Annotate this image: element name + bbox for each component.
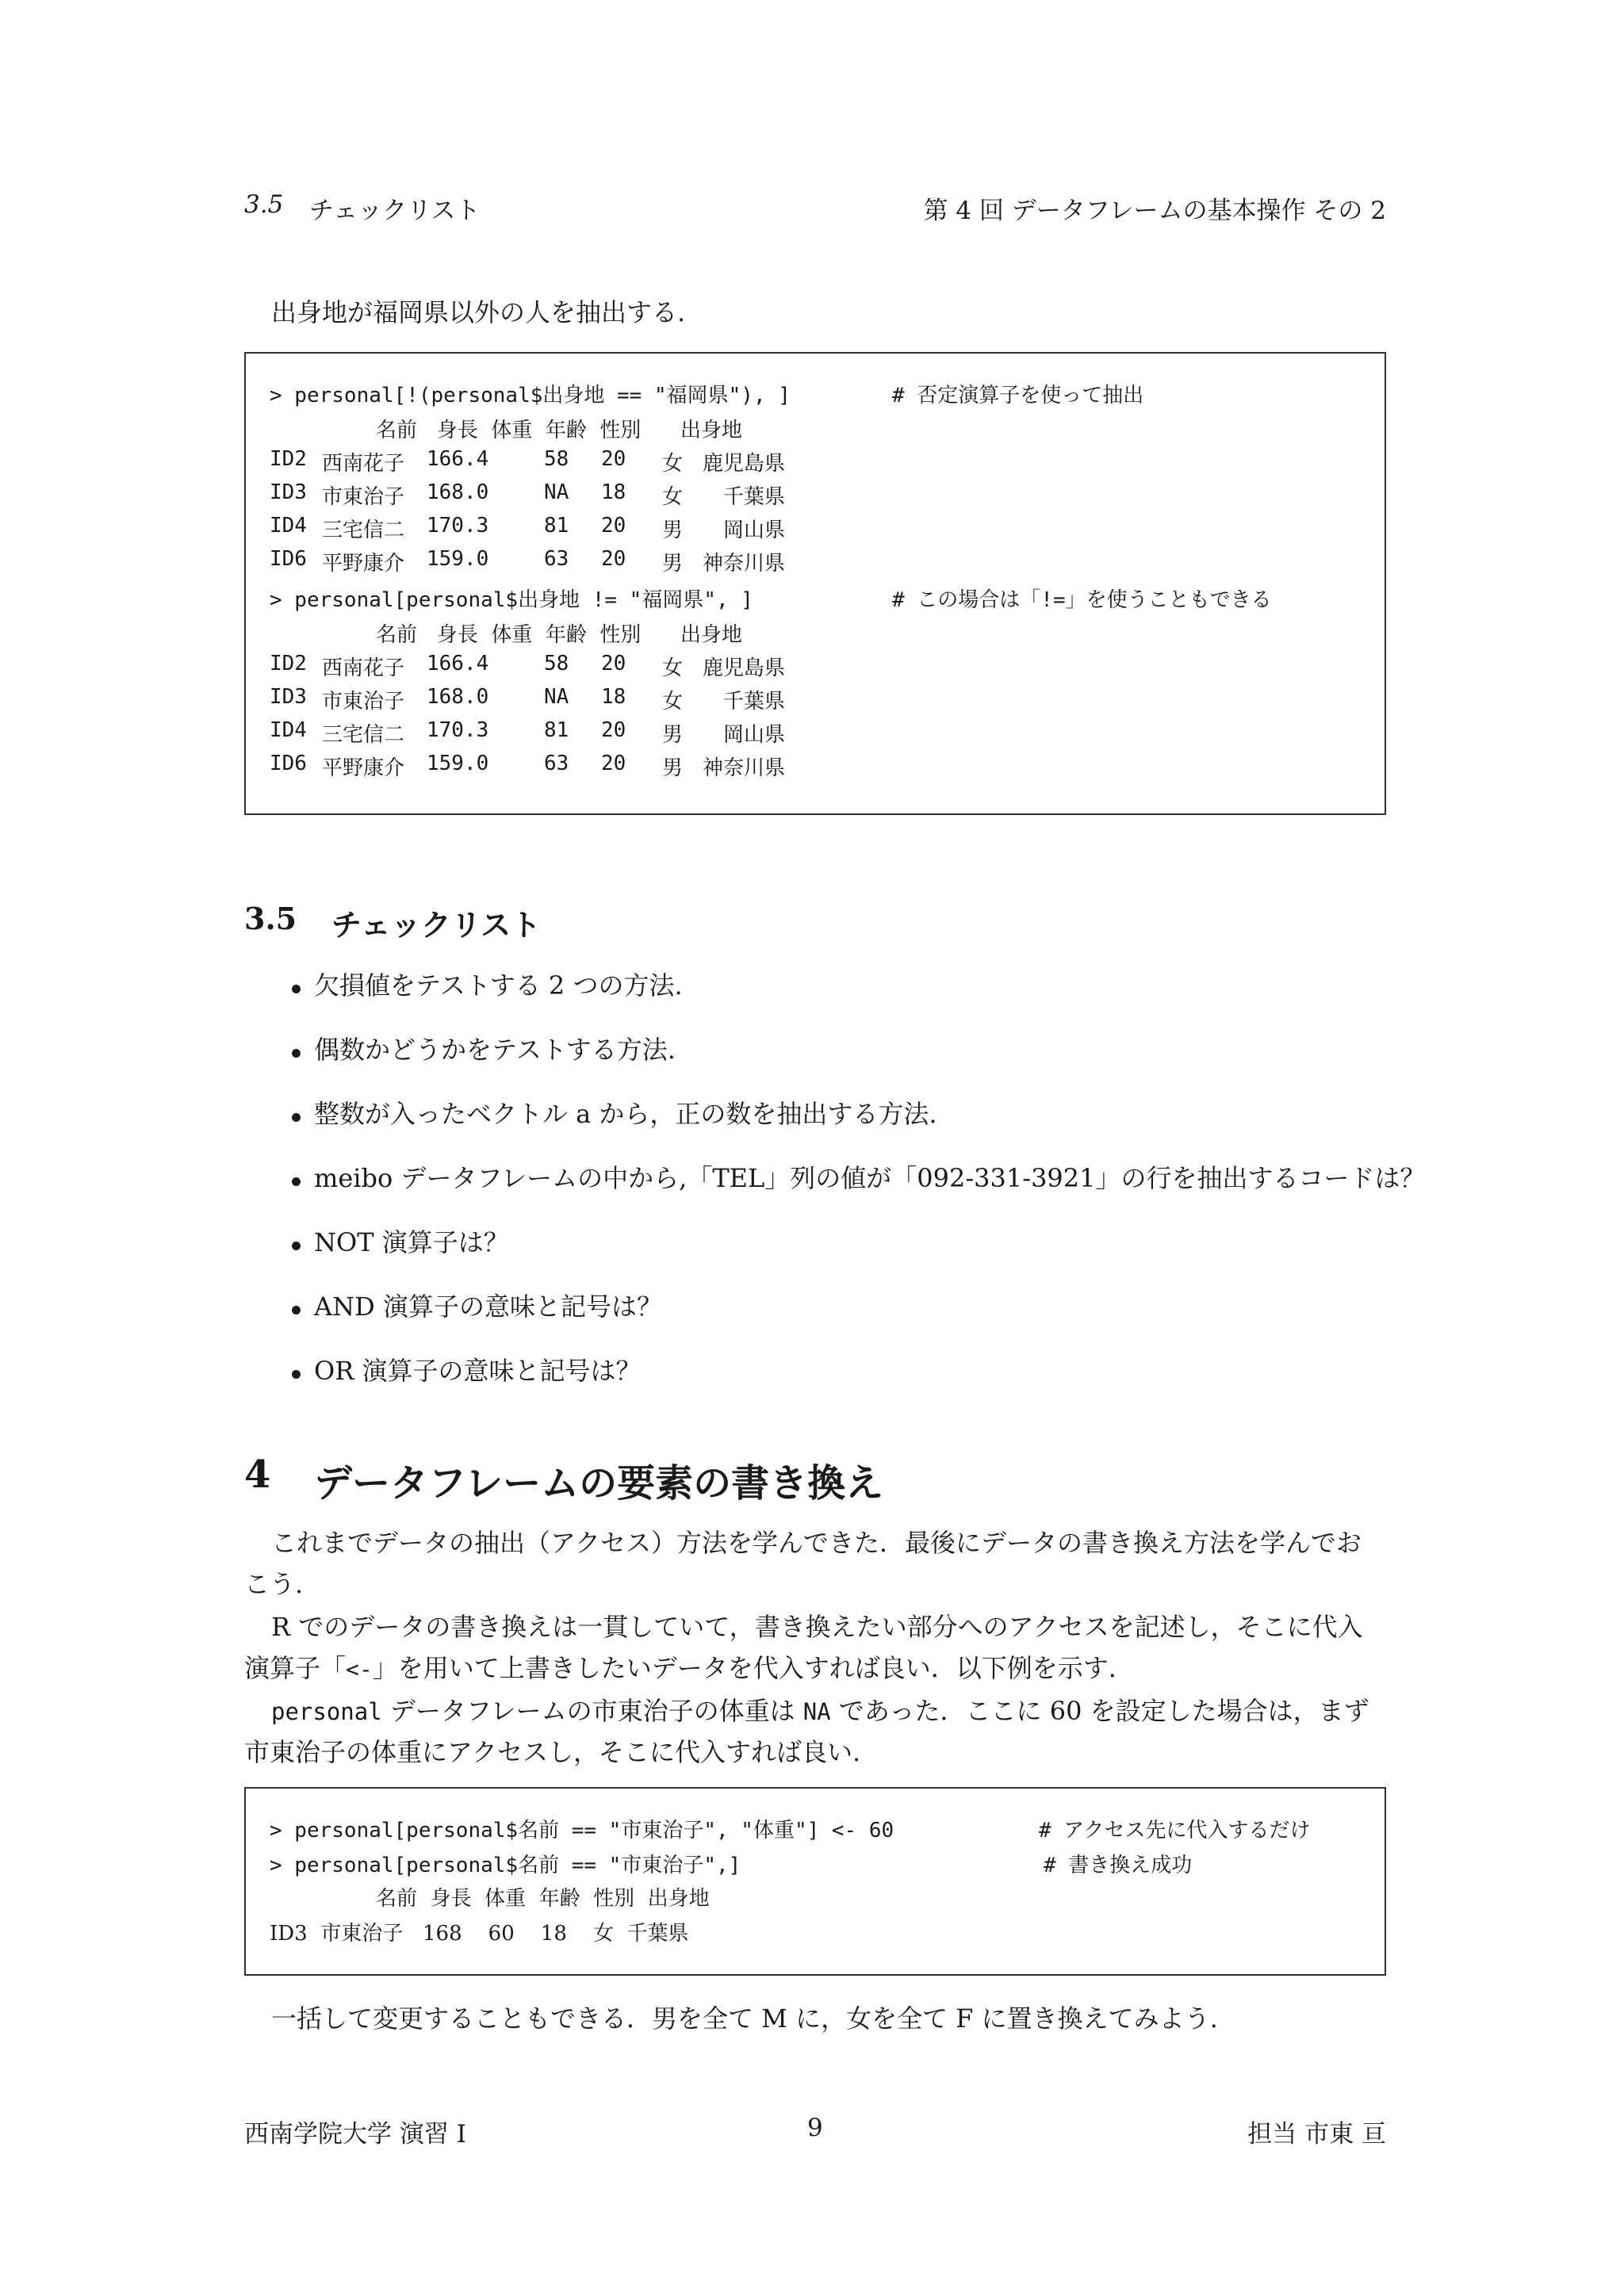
inline-code: <- (346, 1656, 373, 1682)
footer-left: 西南学院大学 演習 I (244, 2120, 466, 2149)
cell-age: 20 (601, 514, 626, 538)
cell-place: 神奈川県 (703, 756, 786, 780)
cell-id: ID4 (270, 514, 307, 538)
cell-sex: 女 (662, 485, 684, 509)
cell-id: ID6 (270, 752, 307, 775)
cell-age: 20 (601, 652, 626, 675)
cell-age: 18 (601, 685, 626, 709)
cell-age: 20 (601, 447, 626, 471)
section-title: チェックリスト (331, 907, 542, 943)
bullet-icon (292, 985, 301, 993)
cell-id: ID6 (270, 547, 307, 571)
cell-weight: 81 (544, 514, 569, 538)
code-comment-assign: # アクセス先に代入するだけ (1039, 1819, 1311, 1843)
table-header: 名前 身長 体重 年齢 性別 出身地 (376, 1887, 710, 1911)
cell-name: 西南花子 (322, 656, 405, 680)
cell-place: 鹿児島県 (703, 452, 786, 476)
code-comment-check: # 書き換え成功 (1044, 1854, 1193, 1877)
checklist-item: meibo データフレームの中から,「TEL」列の値が「092-331-3921」の行を抽出するコードは？ (314, 1163, 1426, 1193)
cell-height: 170.3 (427, 718, 489, 742)
cell-age: 20 (601, 547, 626, 571)
cell-weight: NA (544, 685, 569, 709)
cell-id: ID3 (270, 685, 307, 709)
cell-place: 千葉県 (723, 690, 786, 714)
cell-height: 168.0 (427, 480, 489, 504)
code-block-filter (244, 352, 1386, 815)
cell-id: ID4 (270, 718, 307, 742)
bullet-icon (292, 1049, 301, 1058)
cell-sex: 女 (662, 690, 684, 714)
cell-height: 159.0 (427, 752, 489, 775)
code-comment-negation: # 否定演算子を使って抽出 (892, 384, 1144, 408)
cell-name: 三宅信二 (322, 519, 405, 542)
code-command-check: > personal[personal$名前 == "市東治子",] (270, 1854, 741, 1877)
bullet-icon (292, 1113, 301, 1122)
code-command-not-equal: > personal[personal$出身地 != "福岡県", ] (270, 588, 753, 612)
paragraph-line: こう. (244, 1569, 304, 1599)
text-fragment: 」を用いて上書きしたいデータを代入すれば良い．以下例を示す. (372, 1653, 1116, 1683)
cell-weight: 58 (544, 447, 569, 471)
cell-sex: 女 (662, 656, 684, 680)
cell-height: 168.0 (427, 685, 489, 709)
checklist-item: 偶数かどうかをテストする方法. (314, 1035, 676, 1065)
section-number: 3.5 (244, 901, 297, 936)
running-header-chapter-title: 第 4 回 データフレームの基本操作 その 2 (923, 197, 1386, 225)
footer-right: 担当 市東 亘 (1247, 2120, 1386, 2149)
cell-name: 平野康介 (322, 756, 405, 780)
checklist-item: 整数が入ったベクトル a から，正の数を抽出する方法. (314, 1099, 937, 1129)
code-command-assign: > personal[personal$名前 == "市東治子", "体重"] <- 60 (270, 1819, 894, 1843)
cell-weight: 63 (544, 752, 569, 775)
cell-place: 岡山県 (723, 519, 786, 542)
paragraph-line: 市東治子の体重にアクセスし，そこに代入すれば良い. (244, 1737, 861, 1767)
bullet-icon (292, 1242, 301, 1250)
text-fragment: 演算子「 (244, 1653, 347, 1683)
code-command-negation: > personal[!(personal$出身地 == "福岡県"), ] (270, 384, 791, 408)
cell-sex: 男 (662, 552, 684, 576)
cell-age: 18 (601, 480, 626, 504)
cell-age: 20 (601, 718, 626, 742)
cell-name: 市東治子 (322, 690, 405, 714)
cell-height: 159.0 (427, 547, 489, 571)
paragraph-line: 一括して変更することもできる．男を全て M に，女を全て F に置き換えてみよう. (271, 2003, 1218, 2034)
cell-place: 千葉県 (723, 485, 786, 509)
checklist-item: OR 演算子の意味と記号は？ (314, 1356, 642, 1386)
cell-name: 市東治子 (322, 485, 405, 509)
cell-height: 166.4 (427, 447, 489, 471)
cell-id: ID2 (270, 447, 307, 471)
cell-place: 岡山県 (723, 723, 786, 747)
cell-weight: 58 (544, 652, 569, 675)
cell-sex: 男 (662, 756, 684, 780)
text-fragment: データフレームの市東治子の体重は (381, 1696, 803, 1726)
code-block-assign (244, 1787, 1386, 1976)
paragraph-line (244, 1647, 1116, 1690)
inline-code: personal (271, 1698, 382, 1725)
checklist-item: 欠損値をテストする 2 つの方法. (314, 970, 683, 1001)
table-row-text: ID3 市東治子 168 60 18 女 千葉県 (270, 1922, 689, 1946)
checklist-item: NOT 演算子は？ (314, 1227, 509, 1257)
cell-weight: 81 (544, 718, 569, 742)
text-fragment: であった．ここに 60 を設定した場合は，まず (830, 1696, 1369, 1726)
cell-name: 西南花子 (322, 452, 405, 476)
intro-text: 出身地が福岡県以外の人を抽出する. (271, 297, 686, 327)
section-title: データフレームの要素の書き換え (314, 1461, 884, 1506)
cell-place: 鹿児島県 (703, 656, 786, 680)
cell-name: 平野康介 (322, 552, 405, 576)
bullet-icon (292, 1306, 301, 1314)
code-comment-not-equal: # この場合は「!=」を使うこともできる (892, 588, 1272, 612)
table-header: 名前 身長 体重 年齢 性別 出身地 (376, 623, 742, 647)
page-number: 9 (807, 2114, 823, 2142)
cell-weight: NA (544, 480, 569, 504)
paragraph-line: これまでデータの抽出（アクセス）方法を学んできた．最後にデータの書き換え方法を学んでお (271, 1528, 1362, 1558)
paragraph-line: R でのデータの書き換えは一貫していて，書き換えたい部分へのアクセスを記述し，そこに代入 (271, 1612, 1363, 1642)
cell-sex: 男 (662, 723, 684, 747)
cell-id: ID2 (270, 652, 307, 675)
cell-name: 三宅信二 (322, 723, 405, 747)
bullet-icon (292, 1370, 301, 1379)
cell-weight: 63 (544, 547, 569, 571)
cell-sex: 女 (662, 452, 684, 476)
table-header: 名前 身長 体重 年齢 性別 出身地 (376, 419, 742, 442)
cell-place: 神奈川県 (703, 552, 786, 576)
running-header-section-title: チェックリスト (309, 197, 481, 225)
paragraph-line (271, 1690, 1369, 1732)
bullet-icon (292, 1177, 301, 1186)
inline-code: NA (802, 1698, 831, 1725)
running-header-section-num: 3.5 (244, 190, 284, 219)
cell-age: 20 (601, 752, 626, 775)
checklist-item: AND 演算子の意味と記号は？ (314, 1292, 662, 1322)
cell-height: 170.3 (427, 514, 489, 538)
cell-height: 166.4 (427, 652, 489, 675)
cell-id: ID3 (270, 480, 307, 504)
section-number: 4 (244, 1452, 271, 1497)
cell-sex: 男 (662, 519, 684, 542)
